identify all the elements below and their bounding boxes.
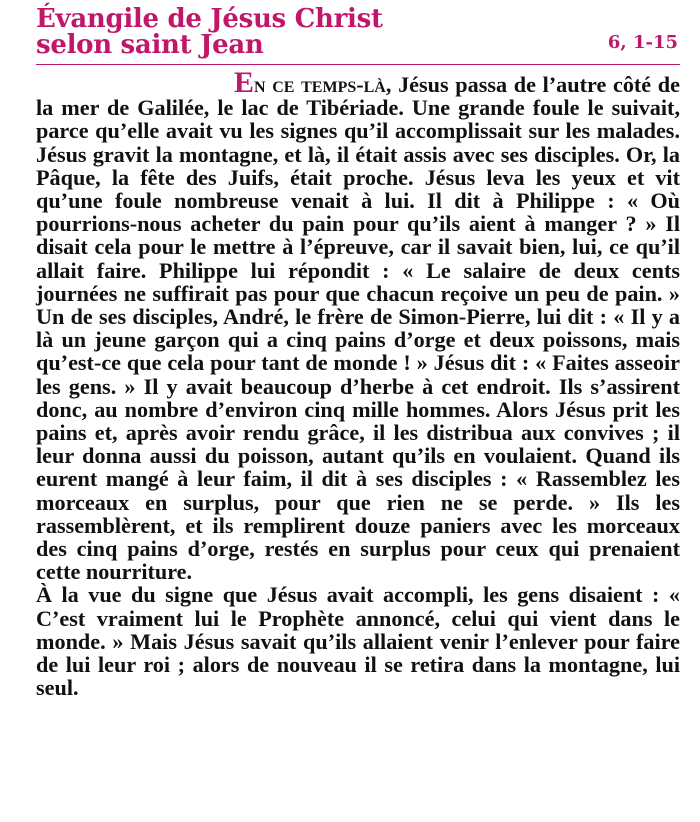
scripture-reference: 6, 1-15 xyxy=(607,32,678,53)
paragraph-1 xyxy=(36,66,680,585)
paragraph-1-text: Jésus passa de l’autre côté de la mer de Galilée, le lac de Tibériade. Une grande foule le suivait, parce qu’elle avait vu les signes qu’il accomplissait sur les malades. Jésus gravit la montagne, et là, il était assis avec ses disciples. Or, la Pâque, la fête des Juifs, était proche. Jésus leva les yeux et vit qu’une foule nombreuse venait à lui. Il dit à Philippe : « Où pourrions-nous acheter du pain pour qu’ils aient à manger ? » Il disait cela pour le mettre à l’épreuve, car il savait bien, lui, ce qu’il allait faire. Philippe lui répondit : « Le salaire de deux cents journées ne suffirait pas pour que chacun reçoive un peu de pain. » Un de ses disciples, André, le frère de Simon-Pierre, lui dit : « Il y a là un jeune garçon qui a cinq pains d’orge et deux poissons, mais qu’est-ce que cela pour tant de monde ! » Jésus dit : « Faites asseoir les gens. » Il y avait beaucoup d’herbe à cet endroit. Ils s’assirent donc, au nombre d’environ cinq mille hommes. Alors Jésus prit les pains et, après avoir rendu grâce, il les distribua aux convives ; il leur donna aussi du poisson, autant qu’ils en voulaient. Quand ils eurent mangé à leur faim, il dit à ses disciples : « Rassemblez les morceaux en surplus, pour que rien ne se perde. » Ils les rassemblèrent, et ils remplirent douze paniers avec les morceaux des cinq pains d’orge, restés en surplus pour ceux qui prenaient cette nourriture. xyxy=(36,72,680,585)
gospel-text xyxy=(36,66,680,701)
gospel-title-line-2: selon saint Jean xyxy=(36,30,264,60)
header-divider xyxy=(36,64,680,65)
paragraph-2: À la vue du signe que Jésus avait accompli, les gens disaient : « C’est vraiment lui le Prophète annoncé, celui qui vient dans le monde. » Mais Jésus savait qu’ils allaient venir l’enlever pour faire de lui leur roi ; alors de nouveau il se retira dans la montagne, lui seul. xyxy=(36,582,680,701)
gospel-title-line-1: Évangile de Jésus Christ xyxy=(36,4,383,34)
drop-letter: E xyxy=(234,66,255,99)
gospel-header xyxy=(36,6,680,58)
opening-smallcaps: n ce temps-là, xyxy=(254,72,392,97)
